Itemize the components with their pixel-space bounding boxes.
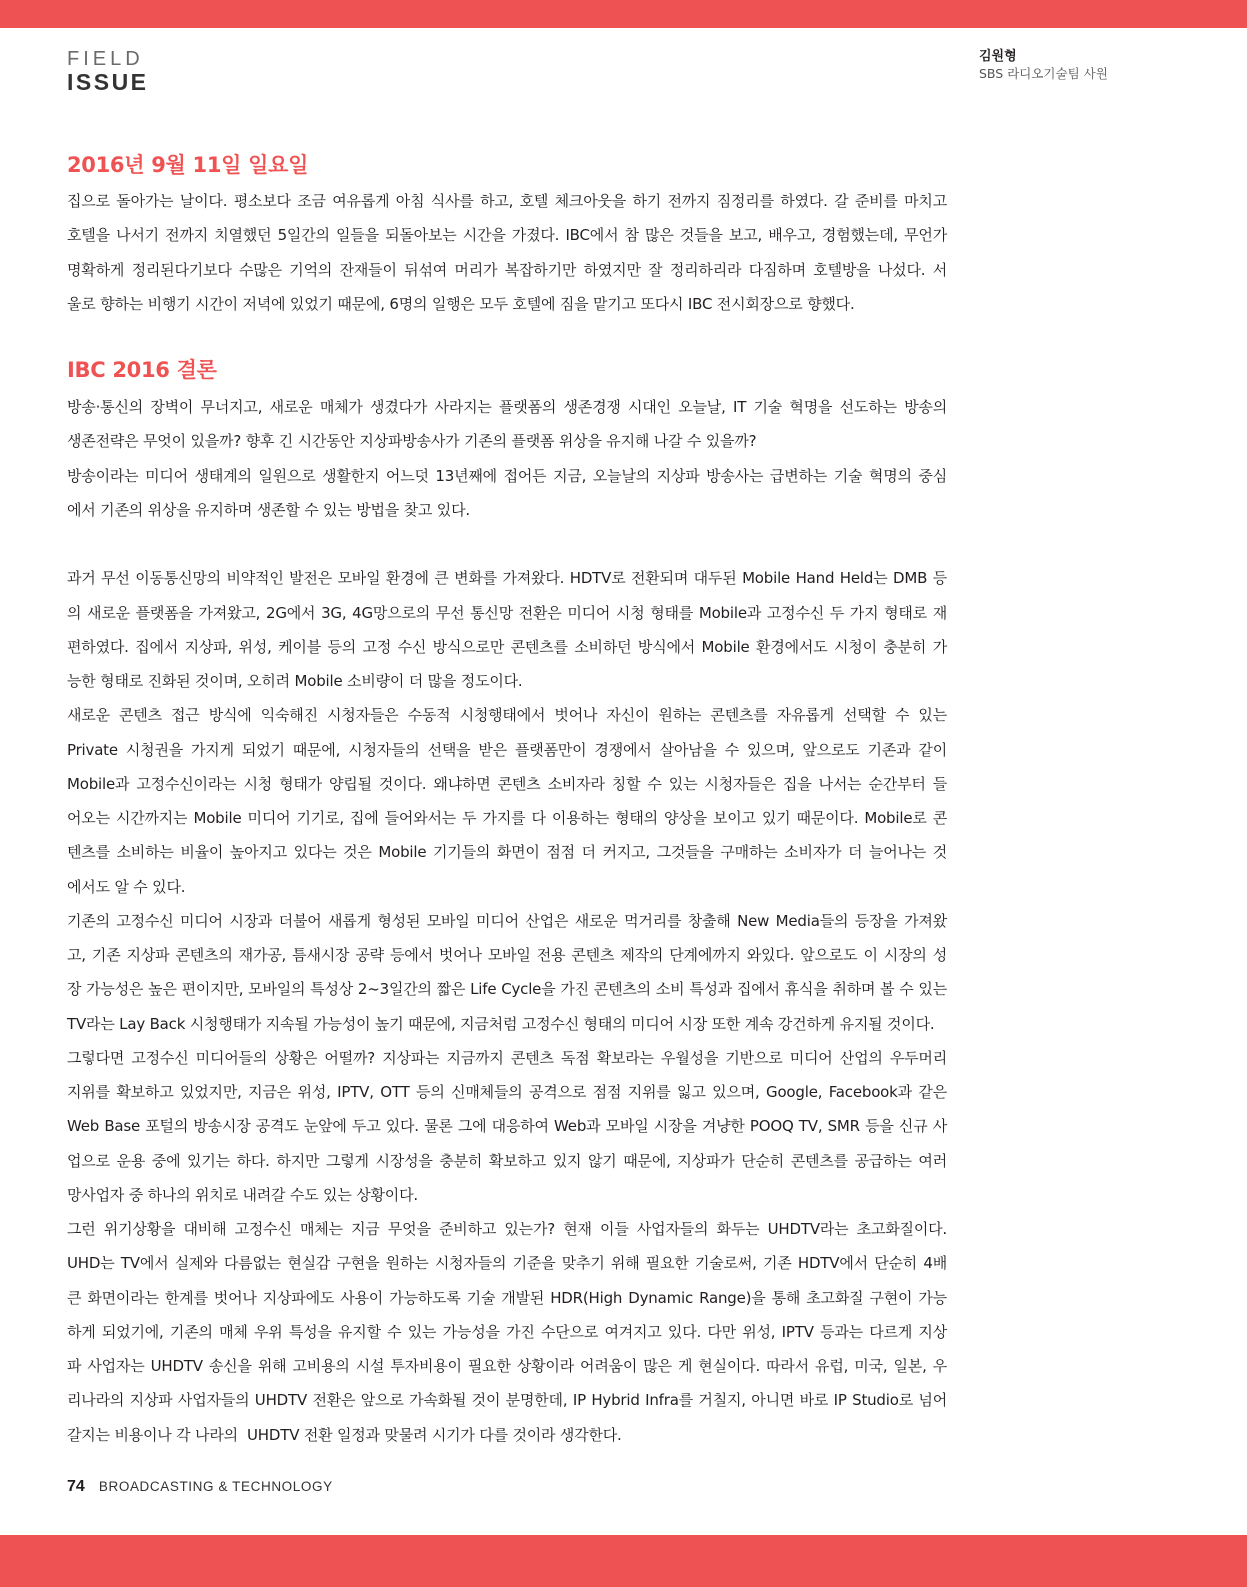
section-body-date [67,184,947,321]
section-heading-date: 2016년 9월 11일 일요일 [67,153,309,177]
bottom-accent-bar [0,1535,1247,1587]
body-text-line: 갈지는 비용이나 각 나라의 UHDTV 전환 일정과 맞물려 시기가 다를 것이라 생각한다. [67,1425,622,1444]
body-text-line: 업으로 운용 중에 있기는 하다. 하지만 그렇게 시장성을 충분히 확보하고 있지 않기 때문에, 지상파가 단순히 콘텐츠를 공급하는 여러 [67,1151,947,1170]
body-text-line: 편하였다. 집에서 지상파, 위성, 케이블 등의 고정 수신 방식으로만 콘텐츠를 소비하던 방식에서 Mobile 환경에서도 시청이 충분히 가 [67,637,947,656]
body-text-line: 새로운 콘텐츠 접근 방식에 익숙해진 시청자들은 수동적 시청행태에서 벗어나 자신이 원하는 콘텐츠를 자유롭게 선택할 수 있는 [67,706,947,725]
body-text-line: 텐츠를 소비하는 비율이 높아지고 있다는 것은 Mobile 기기들의 화면이 점점 더 커지고, 그것들을 구매하는 소비자가 더 늘어나는 것 [67,843,947,862]
body-text-line: 방송이라는 미디어 생태계의 일원으로 생활한지 어느덧 13년째에 접어든 지금, 오늘날의 지상파 방송사는 급변하는 기술 혁명의 중심 [67,466,947,485]
body-text-line: 에서도 알 수 있다. [67,877,186,896]
body-text-line: 큰 화면이라는 한계를 벗어나 지상파에도 사용이 가능하도록 기술 개발된 HDR(High Dynamic Range)을 통해 초고화질 구현이 가능 [67,1288,947,1307]
body-text-line: 의 새로운 플랫폼을 가져왔고, 2G에서 3G, 4G망으로의 무선 통신망 전환은 미디어 시청 형태를 Mobile과 고정수신 두 가지 형태로 재 [67,603,947,622]
body-text-line: UHD는 TV에서 실제와 다름없는 현실감 구현을 원하는 시청자들의 기준을 맞추기 위해 필요한 기술로써, 기존 HDTV에서 단순히 4배 [67,1254,947,1273]
body-text-line: 파 사업자는 UHDTV 송신을 위해 고비용의 시설 투자비용이 필요한 상황이라 어려움이 많은 게 현실이다. 따라서 유럽, 미국, 일본, 우 [67,1357,947,1375]
page-number: 74 [67,1478,85,1495]
body-text-line: 지위를 확보하고 있었지만, 지금은 위성, IPTV, OTT 등의 신매체들의 공격으로 점점 지위를 잃고 있으며, Google, Facebook과 같은 [67,1083,947,1101]
body-text-line: Web Base 포털의 방송시장 공격도 눈앞에 두고 있다. 물론 그에 대응하여 Web과 모바일 시장을 겨냥한 POOQ TV, SMR 등을 신규 사 [67,1117,947,1136]
author-name: 김원형 [979,49,1017,64]
body-text-line: Private 시청권을 가지게 되었기 때문에, 시청자들의 선택을 받은 플랫폼만이 경쟁에서 살아남을 수 있으며, 앞으로도 기존과 같이 [67,740,947,759]
section-body-conclusion [67,390,947,1452]
logo-field-text: FIELD [67,48,144,70]
body-text-line: 방송·통신의 장벽이 무너지고, 새로운 매체가 생겼다가 사라지는 플랫폼의 생존경쟁 시대인 오늘날, IT 기술 혁명을 선도하는 방송의 [67,398,947,416]
body-text-line: 장 가능성은 높은 편이지만, 모바일의 특성상 2~3일간의 짧은 Life Cycle을 가진 콘텐츠의 소비 특성과 집에서 휴식을 취하며 볼 수 있는 [67,980,947,999]
body-text-line: TV라는 Lay Back 시청행태가 지속될 가능성이 높기 때문에, 지금처럼 고정수신 형태의 미디어 시장 또한 계속 강건하게 유지될 것이다. [67,1014,935,1033]
body-text-line: 어오는 시간까지는 Mobile 미디어 기기로, 집에 들어와서는 두 가지를 다 이용하는 형태의 양상을 보이고 있기 때문이다. Mobile로 콘 [67,809,947,827]
logo-issue-text: ISSUE [67,69,149,95]
body-text-line: 그런 위기상황을 대비해 고정수신 매체는 지금 무엇을 준비하고 있는가? 현재 이들 사업자들의 화두는 UHDTV라는 초고화질이다. [67,1220,947,1238]
author-affiliation: SBS 라디오기술팀 사원 [979,66,1108,81]
body-text-line: 능한 형태로 진화된 것이며, 오히려 Mobile 소비량이 더 많을 정도이다. [67,672,523,690]
body-text-line: Mobile과 고정수신이라는 시청 형태가 양립될 것이다. 왜냐하면 콘텐츠 소비자라 칭할 수 있는 시청자들은 집을 나서는 순간부터 들 [67,774,947,793]
body-text-line: 하게 되었기에, 기존의 매체 우위 특성을 유지할 수 있는 가능성을 가진 수단으로 여겨지고 있다. 다만 위성, IPTV 등과는 다르게 지상 [67,1322,947,1341]
author-info [979,48,1108,82]
body-text-line: 리나라의 지상파 사업자들의 UHDTV 전환은 앞으로 가속화될 것이 분명한데, IP Hybrid Infra를 거칠지, 아니면 바로 IP Studio로 넘어 [67,1391,947,1410]
page-footer [67,1474,333,1499]
body-text-line: 에서 기존의 위상을 유지하며 생존할 수 있는 방법을 찾고 있다. [67,500,470,519]
body-text-line: 그렇다면 고정수신 미디어들의 상황은 어떨까? 지상파는 지금까지 콘텐츠 독점 확보라는 우월성을 기반으로 미디어 산업의 우두머리 [67,1048,947,1067]
field-issue-logo [67,48,149,94]
body-text-line: 명확하게 정리된다기보다 수많은 기억의 잔재들이 뒤섞여 머리가 복잡하기만 하였지만 잘 정리하리라 다짐하며 호텔방을 나섰다. 서 [67,260,947,279]
publication-name: BROADCASTING & TECHNOLOGY [98,1479,333,1494]
body-text-line: 과거 무선 이동통신망의 비약적인 발전은 모바일 환경에 큰 변화를 가져왔다. HDTV로 전환되며 대두된 Mobile Hand Held는 DMB 등 [67,569,947,588]
body-text-line: 고, 기존 지상파 콘텐츠의 재가공, 틈새시장 공략 등에서 벗어나 모바일 전용 콘텐츠 제작의 단계에까지 와있다. 앞으로도 이 시장의 성 [67,946,947,964]
top-accent-bar [0,0,1247,28]
paragraph-spacer [67,527,947,561]
body-text-line: 울로 향하는 비행기 시간이 저녁에 있었기 때문에, 6명의 일행은 모두 호텔에 짐을 맡기고 또다시 IBC 전시회장으로 향했다. [67,294,855,313]
body-text-line: 호텔을 나서기 전까지 치열했던 5일간의 일들을 되돌아보는 시간을 가졌다. IBC에서 참 많은 것들을 보고, 배우고, 경험했는데, 무언가 [67,226,947,245]
body-text-line: 생존전략은 무엇이 있을까? 향후 긴 시간동안 지상파방송사가 기존의 플랫폼 위상을 유지해 나갈 수 있을까? [67,432,757,451]
body-text-line: 집으로 돌아가는 날이다. 평소보다 조금 여유롭게 아침 식사를 하고, 호텔 체크아웃을 하기 전까지 짐정리를 하였다. 갈 준비를 마치고 [67,192,947,210]
body-text-line: 기존의 고정수신 미디어 시장과 더불어 새롭게 형성된 모바일 미디어 산업은 새로운 먹거리를 창출해 New Media들의 등장을 가져왔 [67,911,947,930]
section-heading-conclusion: IBC 2016 결론 [67,358,217,382]
body-text-line: 망사업자 중 하나의 위치로 내려갈 수도 있는 상황이다. [67,1185,418,1204]
